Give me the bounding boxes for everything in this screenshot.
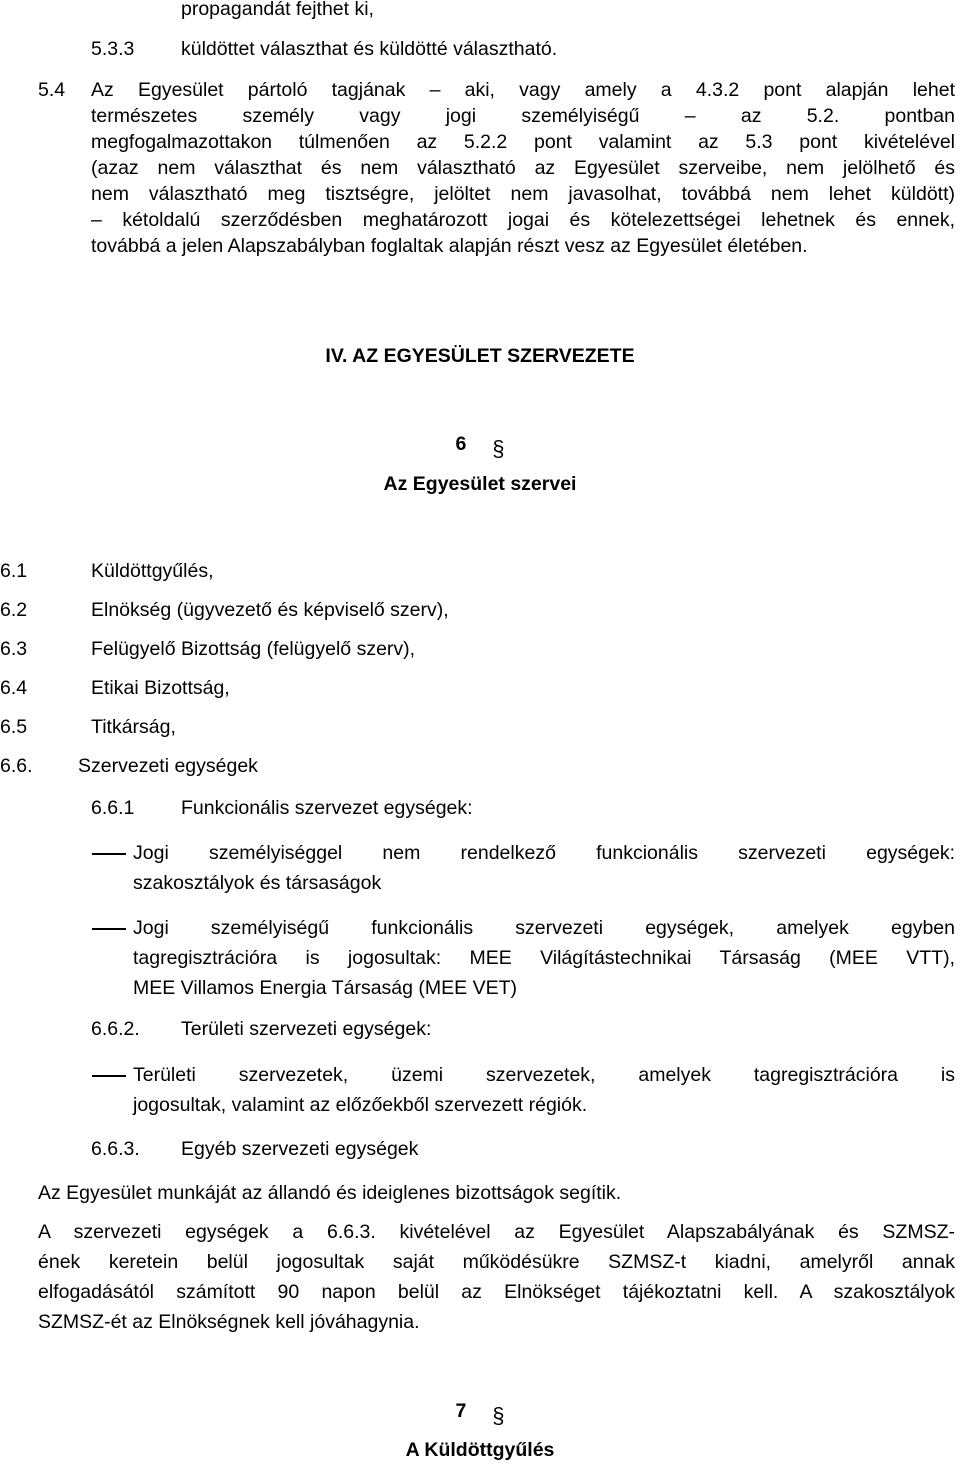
section-number-row [0,1397,960,1430]
paragraph: Az Egyesület munkáját az állandó és ideiglenes bizottságok segítik. [38,1182,622,1204]
section-number: 6 [455,433,467,455]
text-line: SZMSZ-ét az Elnökségnek kell jóváhagynia. [38,1311,420,1333]
text-line: nem választható meg tisztségre, jelöltet nem javasolhat, továbbá nem lehet küldött) [91,183,955,205]
sub-item-title: Egyéb szervezeti egységek [181,1138,419,1160]
list-item-number: 6.4 [0,677,28,699]
text-line: A szervezeti egységek a 6.6.3. kivételével az Egyesület Alapszabályának és SZMSZ- [38,1221,955,1243]
text-line: (azaz nem választhat és nem választható az Egyesület szerveibe, nem jelölhető és [91,157,955,179]
dash-bullet [92,853,126,855]
list-item-number: 6.1 [0,560,28,582]
bullet-text-line: Területi szervezetek, üzemi szervezetek, amelyek tagregisztrációra is [133,1064,955,1086]
section-sign: § [492,436,505,461]
list-item: Elnökség (ügyvezető és képviselő szerv), [91,599,449,621]
item-number: 5.4 [38,79,66,101]
text-line: ének keretein belül jogosultak saját működésükre SZMSZ-t kiadni, amelyről annak [38,1251,955,1273]
text-line: elfogadásától számított 90 napon belül az Elnökséget tájékoztatni kell. A szakosztályok [38,1281,955,1303]
bullet-text-line: jogosultak, valamint az előzőekből szervezett régiók. [133,1094,588,1116]
sub-item-number: 6.6.1 [91,797,135,819]
section-title: A Küldöttgyűlés [405,1439,555,1461]
list-item: Titkárság, [91,716,176,738]
dash-bullet [92,1075,126,1077]
sub-item-number: 6.6.2. [91,1018,140,1040]
list-item: Küldöttgyűlés, [91,560,214,582]
text-line: Az Egyesület pártoló tagjának – aki, vagy amely a 4.3.2 pont alapján lehet [91,79,955,101]
list-item: Etikai Bizottság, [91,677,230,699]
section-number: 7 [455,1400,467,1422]
item-text: küldöttet választhat és küldötté választható. [181,38,558,60]
list-item-number: 6.6. [0,755,33,777]
dash-bullet [92,928,126,930]
bullet-text-line: tagregisztrációra is jogosultak: MEE Világítástechnikai Társaság (MEE VTT), [133,947,955,969]
bullet-text-line: szakosztályok és társaságok [133,872,382,894]
text-line: megfogalmazottakon túlmenően az 5.2.2 pont valamint az 5.3 pont kivételével [91,131,955,153]
bullet-text-line: MEE Villamos Energia Társaság (MEE VET) [133,977,517,999]
item-number: 5.3.3 [91,38,135,60]
text-line: propagandát fejthet ki, [181,0,374,20]
text-line: továbbá a jelen Alapszabályban foglaltak alapján részt vesz az Egyesület életében. [91,235,808,257]
text-line: természetes személy vagy jogi személyiségű – az 5.2. pontban [91,105,955,127]
chapter-title: IV. AZ EGYESÜLET SZERVEZETE [325,345,635,367]
section-title: Az Egyesület szervei [383,473,577,495]
section-sign: § [492,1403,505,1428]
sub-item-title: Területi szervezeti egységek: [181,1018,432,1040]
sub-item-title: Funkcionális szervezet egységek: [181,797,473,819]
list-item-number: 6.2 [0,599,28,621]
bullet-text-line: Jogi személyiségű funkcionális szervezeti egységek, amelyek egyben [133,917,955,939]
list-item: Szervezeti egységek [78,755,258,777]
bullet-text-line: Jogi személyiséggel nem rendelkező funkcionális szervezeti egységek: [133,842,955,864]
section-number-row [0,430,960,463]
sub-item-number: 6.6.3. [91,1138,140,1160]
list-item: Felügyelő Bizottság (felügyelő szerv), [91,638,416,660]
list-item-number: 6.3 [0,638,28,660]
list-item-number: 6.5 [0,716,28,738]
text-line: – kétoldalú szerződésben meghatározott jogai és kötelezettségei lehetnek és ennek, [91,209,955,231]
